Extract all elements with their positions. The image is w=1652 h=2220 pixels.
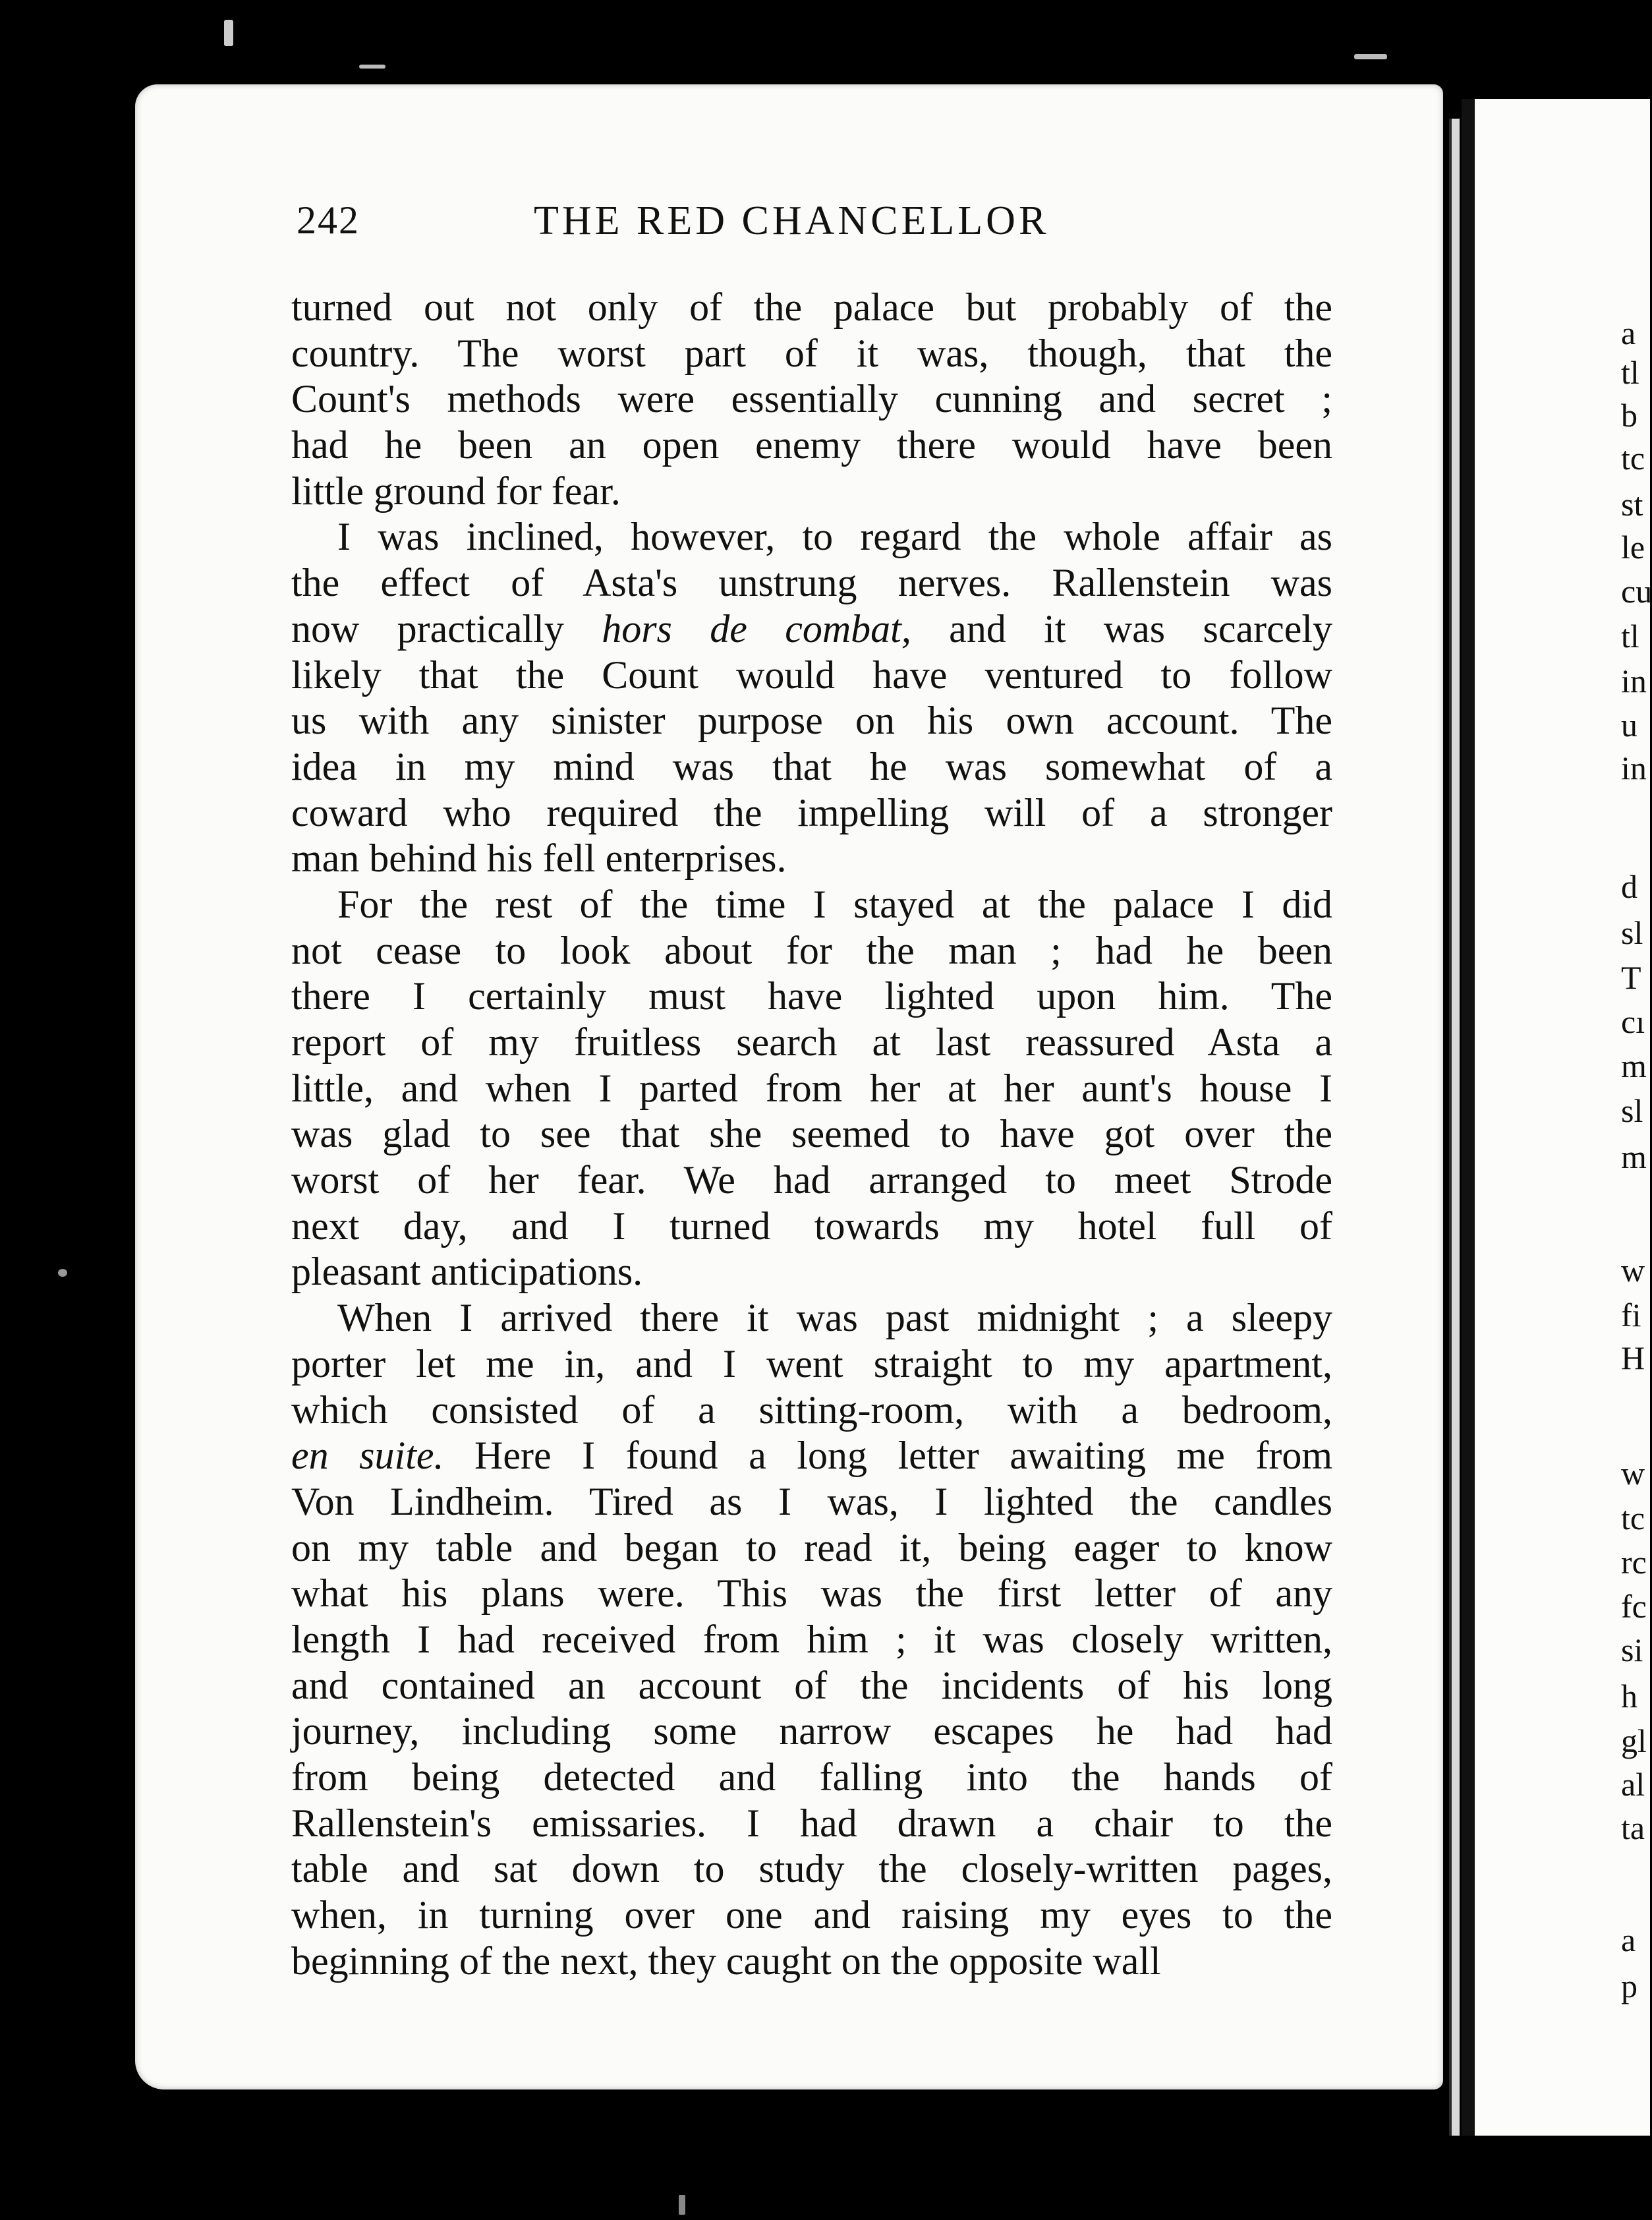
facing-page-fragment: rc [1621,1544,1647,1581]
body-text [291,285,1332,1984]
facing-page-fragment: w [1621,1455,1645,1492]
dust-speck [679,2195,685,2215]
facing-page-fragment: in [1621,662,1647,699]
paragraph [291,285,1332,514]
text-line: next day, and I turned towards my hotel full of [291,1204,1332,1248]
text-line: the effect of Asta's unstrung nerves. Rallenstein was [291,561,1332,605]
text-line: which consisted of a sitting-room, with a bedroom, [291,1388,1332,1432]
paragraph [291,1295,1332,1984]
facing-page-fragment: fi [1621,1297,1641,1333]
facing-page-fragment: cu [1621,573,1652,610]
facing-page-fragment: le [1621,529,1645,566]
text-line: I was inclined, however, to regard the whole affair as [337,515,1332,559]
facing-page-fragment: m [1621,1047,1647,1084]
text-line: length I had received from him ; it was closely written, [291,1617,1332,1661]
facing-page-fragment: si [1621,1631,1643,1668]
italic-phrase: hors de combat, [602,606,911,651]
text-line: little ground for fear. [291,469,621,513]
text-line: journey, including some narrow escapes he had had [291,1709,1332,1753]
dust-speck [58,1269,67,1277]
facing-page-fragment: sl [1621,914,1643,951]
facing-page-fragment: st [1621,486,1643,523]
text-line: little, and when I parted from her at her aunt's house I [291,1066,1332,1110]
facing-page-fragment: al [1621,1766,1645,1803]
facing-page-fragment: H [1621,1339,1645,1376]
text-line: country. The worst part of it was, though, that the [291,331,1332,375]
facing-page [1462,99,1650,2136]
text-line: man behind his fell enterprises. [291,836,787,881]
facing-page-fragment: tl [1621,618,1639,655]
text-line: coward who required the impelling will of a stronger [291,790,1332,834]
dust-speck [359,65,385,69]
page-number: 242 [297,198,360,242]
paragraph [291,882,1332,1295]
text-line: worst of her fear. We had arranged to meet Strode [291,1158,1332,1202]
text-line: likely that the Count would have ventured to follow [291,653,1332,697]
text-line: now practically hors de combat, and it was scarcely [291,606,1332,651]
facing-page-fragment: tl [1621,354,1639,391]
facing-page-fragment: a [1621,1921,1636,1958]
text-line: porter let me in, and I went straight to my apartment, [291,1341,1332,1386]
facing-page-fragment: m [1621,1138,1647,1175]
text-line: en suite. Here I found a long letter awaiting me from [291,1434,1332,1478]
paragraph [291,514,1332,882]
text-line: Von Lindheim. Tired as I was, I lighted the candles [291,1479,1332,1523]
page-gutter [1449,119,1460,2136]
text-line: not cease to look about for the man ; had he been [291,928,1332,972]
facing-page-fragment: gl [1621,1722,1647,1759]
text-line: Count's methods were essentially cunning and secret ; [291,377,1332,421]
facing-page-fragment: d [1621,868,1638,905]
facing-page-fragment: w [1621,1252,1645,1289]
facing-page-fragment: a [1621,314,1636,351]
text-line: from being detected and falling into the hands of [291,1755,1332,1799]
text-line: beginning of the next, they caught on the opposite wall [291,1939,1161,1983]
text-line: had he been an open enemy there would have been [291,423,1332,467]
italic-phrase: en suite. [291,1434,444,1478]
text-line: and contained an account of the incidents of his long [291,1663,1332,1707]
text-line: turned out not only of the palace but probably of the [291,285,1332,329]
facing-page-fragment: tc [1621,1500,1645,1536]
text-line: report of my fruitless search at last reassured Asta a [291,1020,1332,1064]
dust-speck [1354,54,1387,59]
facing-page-fragment: T [1621,959,1641,996]
text-line: was glad to see that she seemed to have got over the [291,1112,1332,1156]
facing-page-fragment: in [1621,749,1647,786]
facing-page-fragment: b [1621,397,1638,434]
facing-page-fragment: ta [1621,1809,1645,1846]
text-line: us with any sinister purpose on his own account. The [291,699,1332,743]
book-title: THE RED CHANCELLOR [534,198,1050,243]
text-line: what his plans were. This was the first letter of any [291,1571,1332,1616]
text-line: there I certainly must have lighted upon him. The [291,974,1332,1018]
text-line: idea in my mind was that he was somewhat of a [291,744,1332,788]
text-line: When I arrived there it was past midnight ; a sleepy [337,1296,1332,1340]
dust-speck [224,20,233,46]
facing-page-fragment: sl [1621,1092,1643,1129]
text-line: on my table and began to read it, being eager to know [291,1525,1332,1569]
facing-page-fragment: tc [1621,440,1645,477]
facing-page-fragment: p [1621,1968,1638,2004]
text-line: Rallenstein's emissaries. I had drawn a chair to the [291,1801,1332,1845]
facing-page-fragment: fc [1621,1588,1647,1625]
text-line: when, in turning over one and raising my eyes to the [291,1893,1332,1937]
facing-page-fragment: h [1621,1678,1638,1714]
facing-page-fragment: u [1621,707,1638,744]
facing-page-fragment: cı [1621,1003,1645,1040]
running-head [297,198,1331,250]
text-line: pleasant anticipations. [291,1250,643,1294]
text-line: table and sat down to study the closely-written pages, [291,1847,1332,1891]
text-line: For the rest of the time I stayed at the palace I did [337,882,1332,926]
